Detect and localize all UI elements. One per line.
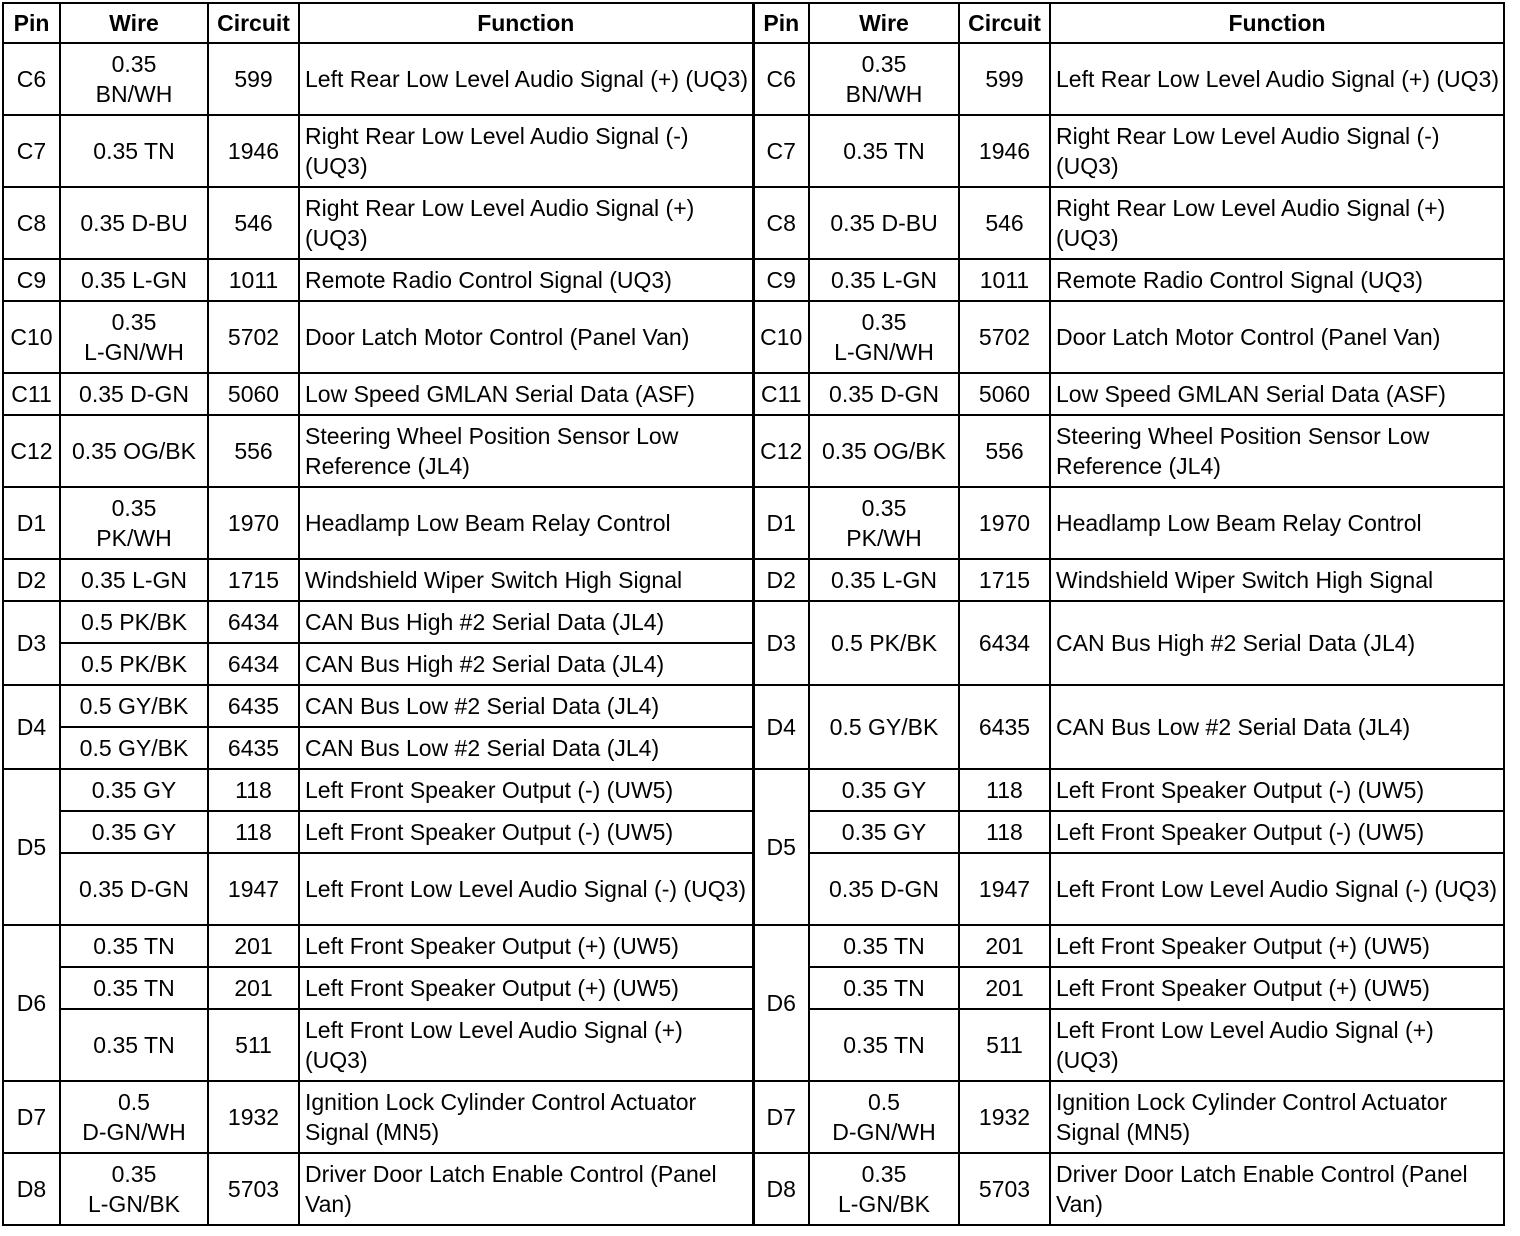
- function-cell: Steering Wheel Position Sensor Low Reference (JL4): [299, 415, 753, 487]
- function-cell: CAN Bus Low #2 Serial Data (JL4): [299, 727, 753, 769]
- header-pin: Pin: [753, 3, 809, 43]
- wire-cell: 0.35 TN: [809, 925, 959, 967]
- wire-cell: 0.5 D-GN/WH: [60, 1081, 208, 1153]
- header-circuit: Circuit: [208, 3, 299, 43]
- wire-cell: 0.35 D-GN: [809, 373, 959, 415]
- pin-cell: C7: [3, 115, 60, 187]
- function-cell: CAN Bus Low #2 Serial Data (JL4): [1050, 685, 1504, 769]
- function-cell: Remote Radio Control Signal (UQ3): [1050, 259, 1504, 301]
- circuit-cell: 6434: [959, 601, 1050, 685]
- pin-cell: D6: [753, 925, 809, 1081]
- function-cell: Headlamp Low Beam Relay Control: [299, 487, 753, 559]
- function-cell: Right Rear Low Level Audio Signal (+) (UQ3): [1050, 187, 1504, 259]
- table-row: [3, 115, 1504, 187]
- pinout-table: [2, 2, 1505, 1226]
- pin-cell: C6: [753, 43, 809, 115]
- pin-cell: D8: [753, 1153, 809, 1225]
- circuit-cell: 1947: [959, 853, 1050, 925]
- pin-cell: C8: [3, 187, 60, 259]
- wire-cell: 0.5 GY/BK: [60, 727, 208, 769]
- function-cell: Left Front Speaker Output (+) (UW5): [1050, 967, 1504, 1009]
- circuit-cell: 511: [959, 1009, 1050, 1081]
- circuit-cell: 556: [208, 415, 299, 487]
- pin-cell: C6: [3, 43, 60, 115]
- function-cell: Left Front Speaker Output (+) (UW5): [299, 967, 753, 1009]
- function-cell: Right Rear Low Level Audio Signal (-) (UQ3): [299, 115, 753, 187]
- pin-cell: D2: [3, 559, 60, 601]
- circuit-cell: 1946: [208, 115, 299, 187]
- function-cell: Windshield Wiper Switch High Signal: [299, 559, 753, 601]
- wire-cell: 0.35 L-GN: [809, 559, 959, 601]
- pin-cell: C10: [753, 301, 809, 373]
- wire-cell: 0.35 TN: [60, 115, 208, 187]
- function-cell: Ignition Lock Cylinder Control Actuator Signal (MN5): [299, 1081, 753, 1153]
- circuit-cell: 6434: [208, 643, 299, 685]
- circuit-cell: 1970: [959, 487, 1050, 559]
- table-row: [3, 187, 1504, 259]
- circuit-cell: 1932: [208, 1081, 299, 1153]
- wire-cell: 0.35 D-GN: [809, 853, 959, 925]
- header-row: [3, 3, 1504, 43]
- circuit-cell: 1011: [208, 259, 299, 301]
- table-row: [3, 601, 1504, 643]
- pin-cell: D5: [753, 769, 809, 925]
- function-cell: CAN Bus Low #2 Serial Data (JL4): [299, 685, 753, 727]
- function-cell: Left Front Low Level Audio Signal (+) (UQ3): [299, 1009, 753, 1081]
- circuit-cell: 1011: [959, 259, 1050, 301]
- pin-cell: D8: [3, 1153, 60, 1225]
- wire-cell: 0.35 D-GN: [60, 853, 208, 925]
- wire-cell: 0.35 D-BU: [60, 187, 208, 259]
- table-row: [3, 487, 1504, 559]
- wire-cell: 0.35 OG/BK: [60, 415, 208, 487]
- function-cell: Left Front Speaker Output (+) (UW5): [1050, 925, 1504, 967]
- wire-cell: 0.35 PK/WH: [809, 487, 959, 559]
- function-cell: Door Latch Motor Control (Panel Van): [299, 301, 753, 373]
- wire-cell: 0.35 BN/WH: [809, 43, 959, 115]
- wire-cell: 0.35 GY: [60, 811, 208, 853]
- wire-cell: 0.35 TN: [60, 925, 208, 967]
- circuit-cell: 546: [959, 187, 1050, 259]
- wire-cell: 0.35 L-GN/WH: [809, 301, 959, 373]
- function-cell: Windshield Wiper Switch High Signal: [1050, 559, 1504, 601]
- circuit-cell: 5703: [208, 1153, 299, 1225]
- wire-cell: 0.35 GY: [60, 769, 208, 811]
- pin-cell: D2: [753, 559, 809, 601]
- table-row: [3, 415, 1504, 487]
- circuit-cell: 201: [208, 925, 299, 967]
- circuit-cell: 511: [208, 1009, 299, 1081]
- circuit-cell: 556: [959, 415, 1050, 487]
- pin-cell: C9: [3, 259, 60, 301]
- function-cell: Left Front Low Level Audio Signal (-) (UQ3): [1050, 853, 1504, 925]
- wire-cell: 0.5 PK/BK: [60, 601, 208, 643]
- pin-cell: C8: [753, 187, 809, 259]
- function-cell: Headlamp Low Beam Relay Control: [1050, 487, 1504, 559]
- function-cell: Driver Door Latch Enable Control (Panel Van): [1050, 1153, 1504, 1225]
- wire-cell: 0.35 TN: [809, 115, 959, 187]
- pin-cell: D1: [3, 487, 60, 559]
- function-cell: CAN Bus High #2 Serial Data (JL4): [1050, 601, 1504, 685]
- header-pin: Pin: [3, 3, 60, 43]
- wire-cell: 0.5 GY/BK: [809, 685, 959, 769]
- wire-cell: 0.35 GY: [809, 769, 959, 811]
- circuit-cell: 6434: [208, 601, 299, 643]
- pin-cell: D4: [3, 685, 60, 769]
- wire-cell: 0.35 L-GN/BK: [809, 1153, 959, 1225]
- function-cell: Low Speed GMLAN Serial Data (ASF): [299, 373, 753, 415]
- wire-cell: 0.35 D-GN: [60, 373, 208, 415]
- circuit-cell: 118: [208, 769, 299, 811]
- circuit-cell: 201: [959, 925, 1050, 967]
- wire-cell: 0.35 GY: [809, 811, 959, 853]
- function-cell: Left Front Low Level Audio Signal (+) (UQ3): [1050, 1009, 1504, 1081]
- table-row: [3, 559, 1504, 601]
- header-wire: Wire: [809, 3, 959, 43]
- circuit-cell: 1970: [208, 487, 299, 559]
- circuit-cell: 6435: [959, 685, 1050, 769]
- pin-cell: D7: [753, 1081, 809, 1153]
- circuit-cell: 118: [208, 811, 299, 853]
- wire-cell: 0.35 L-GN: [809, 259, 959, 301]
- circuit-cell: 599: [208, 43, 299, 115]
- wire-cell: 0.35 L-GN/BK: [60, 1153, 208, 1225]
- circuit-cell: 1932: [959, 1081, 1050, 1153]
- function-cell: Door Latch Motor Control (Panel Van): [1050, 301, 1504, 373]
- pin-cell: C9: [753, 259, 809, 301]
- function-cell: Remote Radio Control Signal (UQ3): [299, 259, 753, 301]
- circuit-cell: 5702: [208, 301, 299, 373]
- header-wire: Wire: [60, 3, 208, 43]
- wire-cell: 0.35 TN: [60, 967, 208, 1009]
- function-cell: Right Rear Low Level Audio Signal (+) (UQ3): [299, 187, 753, 259]
- circuit-cell: 5703: [959, 1153, 1050, 1225]
- wire-cell: 0.35 OG/BK: [809, 415, 959, 487]
- wire-cell: 0.35 D-BU: [809, 187, 959, 259]
- table-row: [3, 43, 1504, 115]
- pin-cell: D3: [753, 601, 809, 685]
- header-circuit: Circuit: [959, 3, 1050, 43]
- wire-cell: 0.5 GY/BK: [60, 685, 208, 727]
- circuit-cell: 1946: [959, 115, 1050, 187]
- pin-cell: C11: [3, 373, 60, 415]
- wire-cell: 0.35 PK/WH: [60, 487, 208, 559]
- circuit-cell: 1715: [959, 559, 1050, 601]
- pin-cell: D6: [3, 925, 60, 1081]
- function-cell: CAN Bus High #2 Serial Data (JL4): [299, 643, 753, 685]
- function-cell: Right Rear Low Level Audio Signal (-) (UQ3): [1050, 115, 1504, 187]
- circuit-cell: 201: [959, 967, 1050, 1009]
- wire-cell: 0.5 PK/BK: [809, 601, 959, 685]
- pin-cell: C12: [3, 415, 60, 487]
- pin-cell: D1: [753, 487, 809, 559]
- pinout-table-container: [2, 2, 1505, 1226]
- pin-cell: D3: [3, 601, 60, 685]
- circuit-cell: 5060: [959, 373, 1050, 415]
- wire-cell: 0.35 TN: [809, 1009, 959, 1081]
- function-cell: Low Speed GMLAN Serial Data (ASF): [1050, 373, 1504, 415]
- circuit-cell: 599: [959, 43, 1050, 115]
- table-row: [3, 769, 1504, 811]
- function-cell: Left Front Speaker Output (-) (UW5): [1050, 769, 1504, 811]
- wire-cell: 0.5 PK/BK: [60, 643, 208, 685]
- table-row: [3, 1081, 1504, 1153]
- wire-cell: 0.35 L-GN: [60, 259, 208, 301]
- wire-cell: 0.35 TN: [60, 1009, 208, 1081]
- wire-cell: 0.35 TN: [809, 967, 959, 1009]
- pin-cell: C7: [753, 115, 809, 187]
- circuit-cell: 546: [208, 187, 299, 259]
- table-row: [3, 925, 1504, 967]
- pin-cell: C11: [753, 373, 809, 415]
- function-cell: Left Front Speaker Output (+) (UW5): [299, 925, 753, 967]
- circuit-cell: 5702: [959, 301, 1050, 373]
- circuit-cell: 6435: [208, 727, 299, 769]
- pin-cell: D7: [3, 1081, 60, 1153]
- circuit-cell: 6435: [208, 685, 299, 727]
- function-cell: CAN Bus High #2 Serial Data (JL4): [299, 601, 753, 643]
- header-function: Function: [299, 3, 753, 43]
- function-cell: Left Front Speaker Output (-) (UW5): [1050, 811, 1504, 853]
- function-cell: Ignition Lock Cylinder Control Actuator Signal (MN5): [1050, 1081, 1504, 1153]
- pin-cell: D4: [753, 685, 809, 769]
- circuit-cell: 1715: [208, 559, 299, 601]
- table-row: [3, 373, 1504, 415]
- wire-cell: 0.5 D-GN/WH: [809, 1081, 959, 1153]
- circuit-cell: 118: [959, 769, 1050, 811]
- pin-cell: C10: [3, 301, 60, 373]
- circuit-cell: 201: [208, 967, 299, 1009]
- header-function: Function: [1050, 3, 1504, 43]
- table-row: [3, 301, 1504, 373]
- pin-cell: C12: [753, 415, 809, 487]
- wire-cell: 0.35 L-GN: [60, 559, 208, 601]
- function-cell: Left Front Speaker Output (-) (UW5): [299, 769, 753, 811]
- function-cell: Driver Door Latch Enable Control (Panel Van): [299, 1153, 753, 1225]
- table-row: [3, 259, 1504, 301]
- circuit-cell: 118: [959, 811, 1050, 853]
- function-cell: Left Rear Low Level Audio Signal (+) (UQ3): [299, 43, 753, 115]
- wire-cell: 0.35 L-GN/WH: [60, 301, 208, 373]
- function-cell: Left Front Speaker Output (-) (UW5): [299, 811, 753, 853]
- circuit-cell: 1947: [208, 853, 299, 925]
- table-row: [3, 685, 1504, 727]
- circuit-cell: 5060: [208, 373, 299, 415]
- function-cell: Left Rear Low Level Audio Signal (+) (UQ3): [1050, 43, 1504, 115]
- function-cell: Left Front Low Level Audio Signal (-) (UQ3): [299, 853, 753, 925]
- table-row: [3, 1153, 1504, 1225]
- wire-cell: 0.35 BN/WH: [60, 43, 208, 115]
- function-cell: Steering Wheel Position Sensor Low Reference (JL4): [1050, 415, 1504, 487]
- pin-cell: D5: [3, 769, 60, 925]
